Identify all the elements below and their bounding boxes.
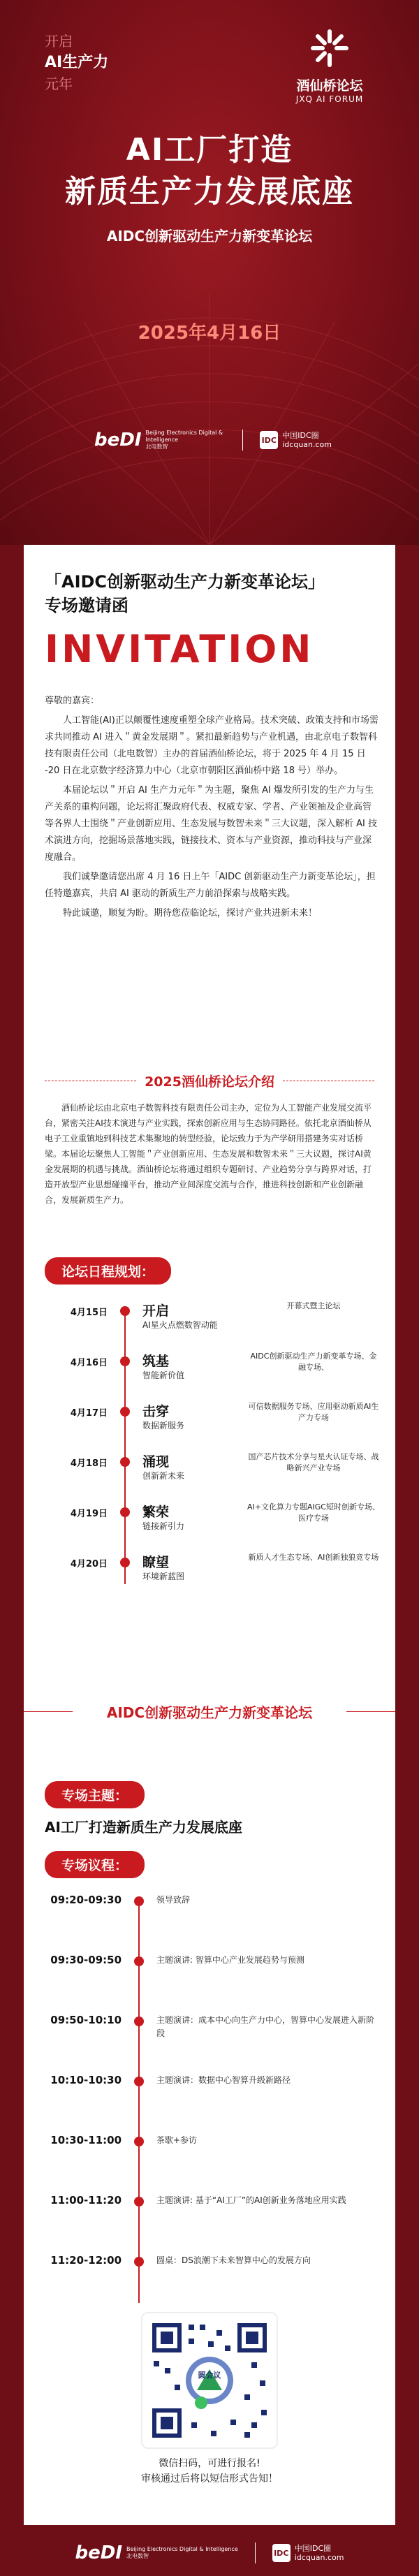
forum-name-cn: 酒仙桥论坛 <box>296 78 363 94</box>
idc-logo-icon: IDC <box>272 2544 291 2562</box>
schedule-item: 4月20日 瞭望 环境新蓝图 新质人才生态专场、AI创新独狼竞专场 <box>70 1553 379 1581</box>
agenda-dot <box>134 2197 144 2207</box>
registration-qr-code[interactable] <box>141 2312 278 2449</box>
timeline-dot <box>120 1558 130 1567</box>
timeline-dot <box>120 1407 130 1417</box>
hero-logos <box>94 426 332 454</box>
tagline-line1: 开启 <box>45 33 73 50</box>
theme-value: AI工厂打造新质生产力发展底座 <box>45 1819 242 1836</box>
agenda-item: 09:50-10:10 主题演讲：成本中心向生产力中心，智算中心发展进入新阶段 <box>50 2014 375 2038</box>
intro-paragraph: 我们诚挚邀请您出席 4 月 16 日上午「AIDC 创新驱动生产力新变革论坛」，担任特邀嘉宾，共启 AI 驱动的新质生产力前沿探索与战略实践。 <box>45 872 376 899</box>
intro-paragraph: 特此诚邀，顺复为盼。期待您莅临论坛，探讨产业共进新未来！ <box>63 908 318 919</box>
idc-logo-icon: IDC <box>260 431 278 449</box>
forum-banner-title: AIDC创新驱动生产力新变革论坛 <box>106 1704 313 1721</box>
timeline-dot <box>120 1457 130 1467</box>
footer-idc-logo <box>272 2544 344 2562</box>
invitation-en-title: INVITATION <box>45 627 314 671</box>
invitation-body <box>45 693 378 925</box>
agenda-dot <box>134 1896 144 1906</box>
banner-line-left <box>24 1711 73 1712</box>
agenda-item: 10:30-11:00 茶歇+参访 <box>50 2134 198 2146</box>
timeline-dot <box>120 1356 130 1366</box>
forum-logo <box>281 28 378 104</box>
agenda-dot <box>134 2017 144 2026</box>
hero-subtitle: AIDC创新驱动生产力新变革论坛 <box>106 228 313 244</box>
agenda-item: 09:30-09:50 主题演讲: 智算中心产业发展趋势与预测 <box>50 1954 304 1966</box>
tagline-line3: 元年 <box>45 75 73 92</box>
about-text: 酒仙桥论坛由北京电子数智科技有限责任公司主办，定位为人工智能产业发展交流平台，紧密关注AI技术演进与产业实践，探索创新应用与生态协同路径。依托北京酒仙桥从电子工业重镇地到科技艺术集聚地的转型经验，论坛致力于为产学研用搭建务实对话桥梁。本届论坛聚焦人工智能＂产业创新应用、生态发展和数智未来＂三大议题，探讨AI黄金发展期的机遇与挑战。酒仙桥论坛将通过组织专题研讨、产业趋势分享与跨界对话，打造开放型产业思想碰撞平台，推动产业间深度交流与合作，推进科技创新和产业创新融合，发展新质生产力。 <box>45 1103 372 1205</box>
footer-beijing-logo <box>75 2542 238 2563</box>
idc-logo <box>260 431 332 449</box>
agenda-item: 09:20-09:30 领导致辞 <box>50 1894 191 1906</box>
timeline-dot <box>120 1507 130 1517</box>
qr-caption: 微信扫码，可进行报名! 审核通过后将以短信形式告知！ <box>141 2458 278 2484</box>
hero-date: 2025年4月16日 <box>138 323 281 344</box>
invitation-title: 「AIDC创新驱动生产力新变革论坛」 专场邀请函 <box>45 572 325 615</box>
agenda-dot <box>134 2137 144 2146</box>
intro-paragraph: 本届论坛以＂开启 AI 生产力元年＂为主题，聚焦 AI 爆发所引发的生产力与生产关系的重构问题，论坛将汇聚政府代表、权威专家、学者、产业领袖及企业高管等各界人士围绕＂产业创新应用、生态发展与数智未来＂三大议题，深入解析 AI 技术演进方向，挖掘场景落地实践，链接技术、资本与产业资源，推动科技与产业深度融合。 <box>45 785 377 863</box>
hero-banner <box>0 0 419 545</box>
intro-paragraph: 人工智能(AI)正以颠覆性速度重塑全球产业格局。技术突破、政策支持和市场需求共同推动 AI 进入＂黄金发展期＂。紧扣最新趋势与产业机遇，由北京电子数智科技有限责任公司（北电数智）主办的首届酒仙桥论坛，将于 2025 年 4 月 15 日 -20 日在北京数字经济算力中心（北京市朝阳区酒仙桥中路 18 号）举办。 <box>45 715 378 776</box>
beijing-logo-mark: beDI <box>75 2542 123 2563</box>
banner-line-right <box>346 1711 395 1712</box>
schedule-item: 4月18日 涌现 创新新未来 国产芯片技术分享与星火认证专场、战略新兴产业专场 <box>70 1452 379 1481</box>
about-heading: 2025酒仙桥论坛介绍 <box>45 1070 374 1091</box>
agenda-dot <box>134 2077 144 2086</box>
hero-title-line1: AI工厂打造 <box>126 132 293 168</box>
forum-name-en: JXQ AI FORUM <box>295 94 364 104</box>
beijing-logo-mark: beDI <box>94 430 142 451</box>
idc-logo-text: 中国IDC圈 idcquan.com <box>294 2544 344 2562</box>
timeline-dot <box>120 1306 130 1316</box>
logo-divider <box>255 2542 256 2563</box>
forum-logo-icon <box>309 28 350 68</box>
theme-label: 专场主题： <box>45 1781 145 1808</box>
invitation-card <box>24 545 395 2525</box>
timeline-axis <box>124 1306 126 1584</box>
agenda-item: 11:20-12:00 圆桌：DS浪潮下未来智算中心的发展方向 <box>50 2254 311 2267</box>
hero-tagline <box>45 31 108 94</box>
schedule-item: 4月19日 繁荣 链接新引力 AI+文化算力专题AIGC短时创新专场、医疗专场 <box>70 1502 380 1531</box>
schedule-label: 论坛日程规划： <box>45 1257 171 1285</box>
qr-brand-label: 圆会议 <box>198 2371 221 2380</box>
agenda-dot <box>134 1956 144 1966</box>
schedule-item: 4月16日 筑基 智能新价值 AIDC创新驱动生产力新变革专场、金融专场、 <box>70 1352 377 1380</box>
logo-divider <box>242 430 243 451</box>
footer-logos <box>0 2535 419 2570</box>
schedule-item: 4月17日 击穿 数据新服务 可信数据服务专场、应用驱动新质AI生产力专场 <box>70 1402 379 1430</box>
hero-title-line2: 新质生产力发展底座 <box>65 174 354 210</box>
beijing-logo <box>94 430 226 451</box>
idc-logo-text: 中国IDC圈 idcquan.com <box>282 431 332 449</box>
agenda-label: 专场议程： <box>45 1851 145 1878</box>
agenda-dot <box>134 2257 144 2267</box>
agenda-item: 10:10-10:30 主题演讲：数据中心智算升级新路径 <box>50 2074 291 2086</box>
salutation: 尊敬的嘉宾： <box>45 696 100 706</box>
qr-code-icon <box>147 2318 272 2443</box>
beijing-logo-text: Beijing Electronics Digital & Intelligence 北电数智 <box>145 430 223 450</box>
schedule-timeline <box>24 1299 395 1600</box>
tagline-line2: AI生产力 <box>45 54 109 71</box>
agenda-item: 11:00-11:20 主题演讲: 基于“AI工厂”的AI创新业务落地应用实践 <box>50 2194 346 2207</box>
schedule-item: 4月15日 开启 AI星火点燃数智动能 开幕式暨主论坛 <box>70 1301 341 1330</box>
forum-banner <box>24 1676 395 1746</box>
beijing-logo-text: Beijing Electronics Digital & Intelligence 北电数智 <box>126 2546 238 2559</box>
